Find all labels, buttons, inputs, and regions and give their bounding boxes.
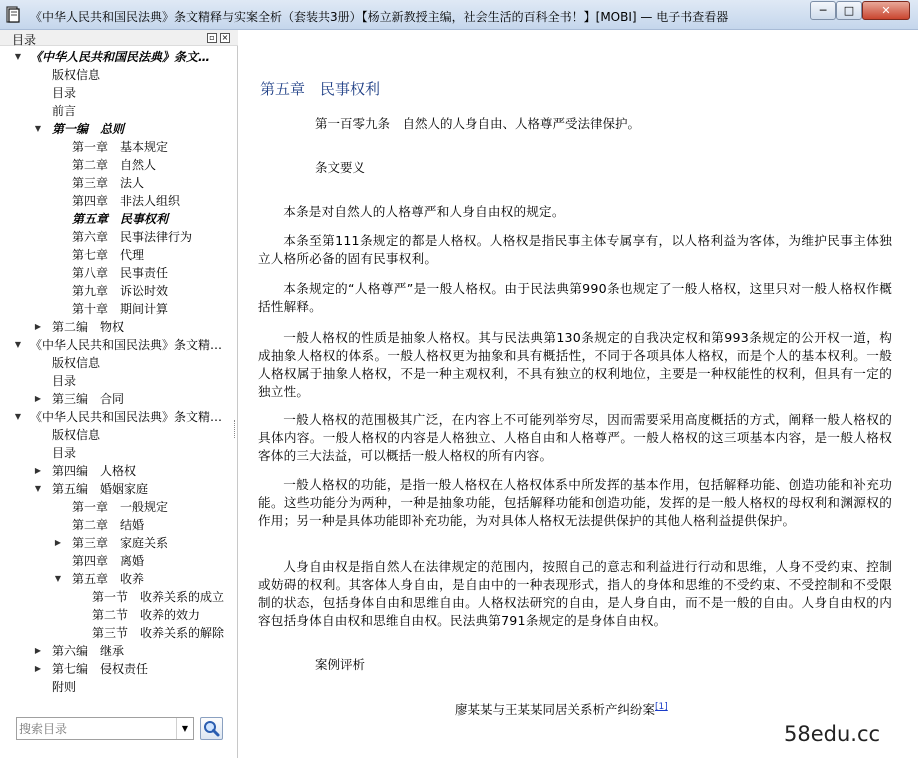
toc-item[interactable] xyxy=(0,174,238,192)
toc-item-label: 第五编 婚姻家庭 xyxy=(52,482,149,496)
toc-item-label: 第一编 总则 xyxy=(52,122,125,136)
expand-arrow-icon[interactable]: ▶ xyxy=(34,322,42,331)
toc-search-input[interactable] xyxy=(19,720,175,737)
collapse-arrow-icon[interactable]: ▼ xyxy=(14,52,22,61)
expand-arrow-icon[interactable]: ▶ xyxy=(34,664,42,673)
toc-item[interactable] xyxy=(0,678,238,696)
paragraph: 一般人格权的功能，是指一般人格权在人格权体系中所发挥的基本作用，包括解释功能、创造功能和补充功能。这些功能分为两种，一种是抽象功能，包括解释功能和创造功能，发挥的是一般人格权的母权利和渊源权的作用；另一种是具体功能即补充功能，为对具体人格权无法提供保护的其他人格利益提供保护。 xyxy=(258,477,892,528)
toc-item-label: 第三编 合同 xyxy=(52,392,125,406)
toc-item-label: 第二章 结婚 xyxy=(72,518,145,532)
toc-item[interactable] xyxy=(0,300,238,318)
search-icon xyxy=(201,718,222,739)
toc-item[interactable] xyxy=(0,588,238,606)
toc-item[interactable] xyxy=(0,408,238,426)
toc-item[interactable] xyxy=(0,192,238,210)
toc-item-label: 第一章 一般规定 xyxy=(72,500,169,514)
window-title: 《中华人民共和国民法典》条文精释与实案全析（套装共3册）【杨立新教授主编，社会生活的百科全书！】[MOBI] — 电子书查看器 xyxy=(30,10,729,24)
toc-item[interactable] xyxy=(0,120,238,138)
toc-item[interactable] xyxy=(0,480,238,498)
toc-item[interactable] xyxy=(0,264,238,282)
toc-title: 目录 xyxy=(12,33,37,47)
toc-item[interactable] xyxy=(0,156,238,174)
toc-item-label: 第六编 继承 xyxy=(52,644,125,658)
collapse-arrow-icon[interactable]: ▼ xyxy=(14,340,22,349)
toc-item[interactable] xyxy=(0,138,238,156)
toc-item[interactable] xyxy=(0,642,238,660)
toc-item[interactable] xyxy=(0,516,238,534)
paragraph: 一般人格权的性质是抽象人格权。其与民法典第130条规定的自我决定权和第993条规定的公开权一道，构成抽象人格权的体系。一般人格权更为抽象和具有概括性，不同于各项具体人格权，而是个人的基本权利。一般人格权属于抽象人格权，不是一种主观权利，不具有独立的权利地位，主要是一种权能性的权利，但具有一定的独立性。 xyxy=(258,330,892,399)
expand-arrow-icon[interactable]: ▶ xyxy=(34,394,42,403)
toc-item[interactable] xyxy=(0,282,238,300)
title-bar xyxy=(0,0,918,30)
collapse-arrow-icon[interactable]: ▼ xyxy=(14,412,22,421)
toc-item-label: 第五章 收养 xyxy=(72,572,145,586)
section-heading: 条文要义 xyxy=(315,160,366,175)
search-history-dropdown-icon[interactable]: ▼ xyxy=(176,718,193,739)
toc-tree xyxy=(0,48,238,713)
toc-item[interactable] xyxy=(0,66,238,84)
toc-item-label: 目录 xyxy=(52,86,77,100)
pane-close-icon[interactable]: × xyxy=(221,33,229,42)
paragraph: 本条是对自然人的人格尊严和人身自由权的规定。 xyxy=(283,204,565,219)
case-title xyxy=(455,700,668,718)
toc-item[interactable] xyxy=(0,624,238,642)
toc-item-label: 第三章 家庭关系 xyxy=(72,536,169,550)
collapse-arrow-icon[interactable]: ▼ xyxy=(54,574,62,583)
case-heading: 案例评析 xyxy=(315,657,366,672)
toc-item-label: 第十章 期间计算 xyxy=(72,302,169,316)
toc-item-label: 第六章 民事法律行为 xyxy=(72,230,193,244)
watermark: 58edu.cc xyxy=(784,722,881,746)
toc-item-label: 第五章 民事权利 xyxy=(72,212,169,226)
toc-item-label: 第二节 收养的效力 xyxy=(92,608,201,622)
toc-search-box[interactable] xyxy=(16,717,194,740)
paragraph: 人身自由权是指自然人在法律规定的范围内，按照自己的意志和利益进行行动和思维，人身不受约束、控制或妨碍的权利。其客体人身自由，是自由中的一种表现形式，指人的身体和思维的不受约束、不受控制和不受限制的状态，包括身体自由和思维自由。人格权法研究的自由，是人身自由，而不是一般的自由。人身自由权的内容包括身体自由权和思维自由权。民法典第791条规定的是身体自由权。 xyxy=(258,559,892,628)
paragraph: 本条至第111条规定的都是人格权。人格权是指民事主体专属享有，以人格利益为客体，为维护民事主体独立人格所必备的固有民事权利。 xyxy=(258,233,892,266)
toc-item[interactable] xyxy=(0,372,238,390)
toc-item[interactable] xyxy=(0,390,238,408)
toc-item[interactable] xyxy=(0,354,238,372)
app-book-icon xyxy=(6,6,22,24)
toc-item-label: 第八章 民事责任 xyxy=(72,266,169,280)
toc-item-label: 第七章 代理 xyxy=(72,248,145,262)
toc-item-label: 第一节 收养关系的成立 xyxy=(92,590,225,604)
toc-item-label: 第一章 基本规定 xyxy=(72,140,169,154)
expand-arrow-icon[interactable]: ▶ xyxy=(54,538,62,547)
expand-arrow-icon[interactable]: ▶ xyxy=(34,466,42,475)
toc-item-label: 第七编 侵权责任 xyxy=(52,662,149,676)
toc-item[interactable] xyxy=(0,246,238,264)
toc-item-label: 第三章 法人 xyxy=(72,176,145,190)
toc-item-label: 第二章 自然人 xyxy=(72,158,157,172)
toc-item[interactable] xyxy=(0,606,238,624)
toc-item[interactable] xyxy=(0,498,238,516)
book-content[interactable] xyxy=(239,30,918,758)
toc-item-label: 《中华人民共和国民法典》条文… xyxy=(30,50,211,64)
toc-item-label: 第四章 非法人组织 xyxy=(72,194,181,208)
toc-item[interactable] xyxy=(0,570,238,588)
toc-item-label: 《中华人民共和国民法典》条文精… xyxy=(30,410,223,424)
toc-item[interactable] xyxy=(0,318,238,336)
toc-item[interactable] xyxy=(0,660,238,678)
toc-item-label: 前言 xyxy=(52,104,77,118)
toc-item[interactable] xyxy=(0,462,238,480)
toc-item-label: 目录 xyxy=(52,446,77,460)
toc-item-label: 第四编 人格权 xyxy=(52,464,137,478)
toc-item-label: 版权信息 xyxy=(52,428,101,442)
toc-item[interactable] xyxy=(0,84,238,102)
expand-arrow-icon[interactable]: ▶ xyxy=(34,646,42,655)
toc-item-label: 版权信息 xyxy=(52,356,101,370)
toc-item[interactable] xyxy=(0,102,238,120)
maximize-button[interactable]: □ xyxy=(836,1,862,20)
toc-item-label: 第九章 诉讼时效 xyxy=(72,284,169,298)
toc-item[interactable] xyxy=(0,210,238,228)
splitter-handle[interactable] xyxy=(234,420,237,438)
paragraph: 本条规定的“人格尊严”是一般人格权。由于民法典第990条也规定了一般人格权，这里只对一般人格权作概括性解释。 xyxy=(258,281,892,314)
case-title-text: 廖某某与王某某同居关系析产纠纷案 xyxy=(455,702,656,717)
footnote-link[interactable]: [1] xyxy=(655,701,668,712)
toc-sidebar xyxy=(0,30,238,758)
article-text: 第一百零九条 自然人的人身自由、人格尊严受法律保护。 xyxy=(315,116,641,131)
toc-item[interactable] xyxy=(0,552,238,570)
toc-item-label: 第四章 离婚 xyxy=(72,554,145,568)
toc-header xyxy=(0,30,238,46)
toc-item-label: 《中华人民共和国民法典》条文精… xyxy=(30,338,223,352)
toc-item[interactable] xyxy=(0,444,238,462)
toc-item[interactable] xyxy=(0,534,238,552)
toc-item-label: 附则 xyxy=(52,680,77,694)
toc-item-label: 目录 xyxy=(52,374,77,388)
toc-item-label: 版权信息 xyxy=(52,68,101,82)
collapse-arrow-icon[interactable]: ▼ xyxy=(34,484,42,493)
search-button[interactable] xyxy=(200,717,223,740)
minimize-button[interactable]: ─ xyxy=(810,1,836,20)
pane-undock-icon[interactable]: ▫ xyxy=(207,33,217,43)
toc-item-label: 第二编 物权 xyxy=(52,320,125,334)
toc-item[interactable] xyxy=(0,426,238,444)
close-button[interactable]: ✕ xyxy=(862,1,910,20)
chapter-title: 第五章 民事权利 xyxy=(260,80,381,98)
toc-item[interactable] xyxy=(0,336,238,354)
collapse-arrow-icon[interactable]: ▼ xyxy=(34,124,42,133)
toc-item-label: 第三节 收养关系的解除 xyxy=(92,626,225,640)
toc-item[interactable] xyxy=(0,228,238,246)
toc-item[interactable] xyxy=(0,48,238,66)
paragraph: 一般人格权的范围极其广泛，在内容上不可能列举穷尽，因而需要采用高度概括的方式，阐释一般人格权的具体内容。一般人格权的内容是人格独立、人格自由和人格尊严。一般人格权的这三项基本内容，是一般人格权客体的三大法益，可以概括一般人格权的所有内容。 xyxy=(258,412,892,463)
